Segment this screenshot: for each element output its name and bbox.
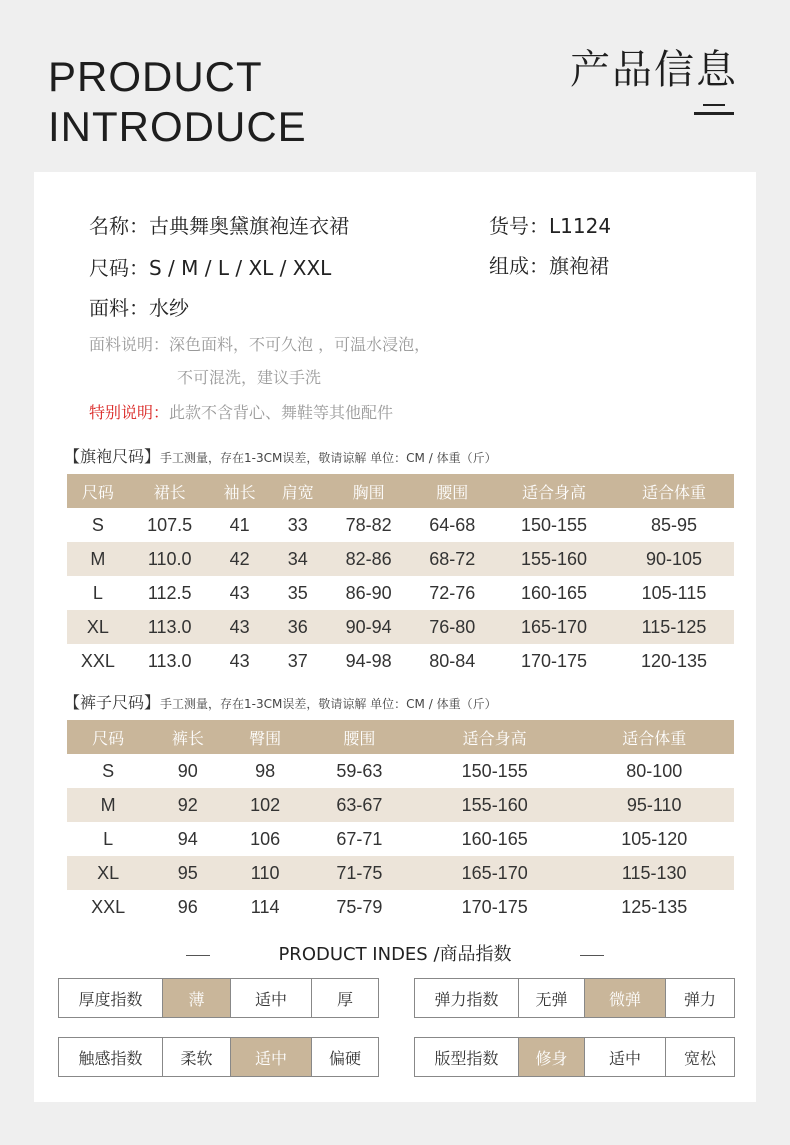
pants-cell: 160-165 [461, 828, 528, 849]
touch-index-label: 触感指数 [59, 1038, 163, 1076]
qipao-cell: 90-94 [327, 610, 411, 644]
qipao-header-cell: 适合身高 [494, 474, 614, 508]
product-indes-title [34, 940, 756, 966]
thickness-index [58, 978, 379, 1018]
pants-cell: 114 [250, 896, 280, 917]
qipao-cell: 78-82 [345, 514, 392, 535]
pants-cell: 115-130 [574, 856, 734, 890]
table-row [67, 856, 734, 890]
pants-cell: 165-170 [415, 856, 575, 890]
thickness-option-selected: 薄 [163, 979, 231, 1017]
pants-header-cell: 适合身高 [415, 720, 575, 754]
pants-cell: 59-63 [336, 760, 383, 781]
qipao-cell: 155-160 [494, 542, 614, 576]
fabric-note-line2: 不可混洗，建议手洗 [177, 368, 322, 387]
special-note [89, 400, 393, 423]
thickness-index-label: 厚度指数 [59, 979, 163, 1017]
qipao-cell: 86-90 [345, 582, 392, 603]
special-note-label: 特别说明： [89, 403, 170, 422]
product-size: 尺码：S / M / L / XL / XXL [89, 256, 332, 280]
pants-table-header-row [67, 720, 734, 754]
pants-header-cell: 裤长 [149, 720, 226, 754]
qipao-cell: 120-135 [640, 650, 708, 671]
qipao-cell: 68-72 [410, 542, 494, 576]
pants-table-subtitle: 手工测量，存在1-3CM误差，敬请谅解 单位：CM / 体重（斤） [160, 697, 497, 711]
elasticity-option: 弹力 [683, 989, 716, 1009]
elasticity-index-label: 弹力指数 [415, 979, 519, 1017]
qipao-cell: 35 [287, 582, 308, 603]
qipao-cell: 33 [287, 514, 308, 535]
pants-cell: L [103, 828, 114, 849]
pants-header-cell: 适合体重 [574, 720, 734, 754]
qipao-cell: 80-84 [429, 650, 476, 671]
pants-cell: 102 [226, 788, 303, 822]
pants-cell: 94 [177, 828, 198, 849]
qipao-cell: 150-155 [520, 514, 588, 535]
qipao-cell: 41 [229, 514, 250, 535]
qipao-cell: S [91, 514, 104, 535]
qipao-header-cell: 尺码 [67, 474, 129, 508]
qipao-cell: 36 [269, 610, 327, 644]
product-item-no: 货号：L1124 [489, 214, 612, 238]
pants-header-cell: 臀围 [226, 720, 303, 754]
fit-option: 宽松 [683, 1048, 716, 1068]
table-row [67, 822, 734, 856]
touch-option: 偏硬 [328, 1048, 361, 1068]
qipao-cell: 85-95 [650, 514, 698, 535]
qipao-header-cell: 适合体重 [614, 474, 734, 508]
product-composition: 组成：旗袍裙 [489, 254, 609, 278]
product-info-panel [34, 172, 756, 1102]
qipao-cell: 76-80 [410, 610, 494, 644]
qipao-table-heading: 【旗袍尺码】 [64, 447, 161, 466]
qipao-header-cell: 裙长 [129, 474, 211, 508]
qipao-cell: 94-98 [345, 650, 392, 671]
qipao-cell: 170-175 [520, 650, 588, 671]
qipao-table-title [64, 444, 497, 467]
pants-cell: 80-100 [626, 760, 683, 781]
qipao-cell: XXL [80, 650, 115, 671]
qipao-cell: 165-170 [494, 610, 614, 644]
fabric-note [89, 332, 430, 355]
table-row [67, 644, 734, 678]
pants-cell: 105-120 [621, 828, 688, 849]
pants-cell: XXL [91, 896, 126, 917]
pants-cell: 98 [255, 760, 276, 781]
pants-cell: 106 [250, 828, 281, 849]
table-row [67, 890, 734, 924]
pants-size-table [67, 720, 734, 924]
table-row [67, 754, 734, 788]
qipao-size-table [67, 474, 734, 678]
pants-cell: 96 [177, 896, 198, 917]
fabric-note-label: 面料说明： [89, 335, 170, 354]
qipao-cell: 160-165 [520, 582, 588, 603]
thickness-option: 适中 [231, 979, 312, 1017]
fit-index [414, 1037, 735, 1077]
qipao-header-cell: 胸围 [327, 474, 411, 508]
header-en-line2: INTRODUCE [48, 103, 307, 150]
fit-option: 适中 [585, 1038, 666, 1076]
elasticity-option-selected: 微弹 [585, 979, 666, 1017]
qipao-cell: 110.0 [129, 542, 211, 576]
pants-cell: 71-75 [304, 856, 415, 890]
qipao-cell: 82-86 [327, 542, 411, 576]
product-name: 名称：古典舞奥黛旗袍连衣裙 [89, 214, 349, 238]
qipao-cell: 34 [269, 542, 327, 576]
pants-header-cell: 尺码 [67, 720, 149, 754]
qipao-cell: M [67, 542, 129, 576]
table-row [67, 610, 734, 644]
qipao-cell: 107.5 [147, 514, 193, 535]
pants-cell: 170-175 [461, 896, 528, 917]
pants-cell: 67-71 [336, 828, 383, 849]
fit-index-label: 版型指数 [415, 1038, 519, 1076]
header-decoration [694, 104, 734, 121]
qipao-cell: 112.5 [147, 582, 192, 603]
pants-cell: 110 [226, 856, 303, 890]
qipao-cell: 43 [229, 582, 250, 603]
qipao-cell: L [92, 582, 103, 603]
touch-option: 柔软 [163, 1038, 231, 1076]
table-row [67, 576, 734, 610]
qipao-cell: 64-68 [429, 514, 476, 535]
pants-cell: 92 [149, 788, 226, 822]
qipao-cell: 115-125 [614, 610, 734, 644]
table-row [67, 508, 734, 542]
pants-cell: 90 [177, 760, 198, 781]
qipao-header-cell: 肩宽 [269, 474, 327, 508]
qipao-cell: 90-105 [614, 542, 734, 576]
qipao-cell: XL [67, 610, 129, 644]
thickness-option: 厚 [336, 989, 353, 1009]
qipao-cell: 43 [229, 650, 250, 671]
pants-cell: 95 [149, 856, 226, 890]
qipao-header-cell: 腰围 [410, 474, 494, 508]
pants-table-title [64, 690, 497, 713]
indes-divider-right [580, 955, 604, 956]
qipao-table-header-row [67, 474, 734, 508]
pants-cell: M [67, 788, 149, 822]
fabric-note-line1: 深色面料，不可久泡 ，可温水浸泡， [169, 335, 431, 354]
qipao-cell: 105-115 [641, 582, 707, 603]
product-fabric: 面料：水纱 [89, 296, 189, 320]
qipao-cell: 113.0 [147, 650, 192, 671]
indes-title-text: PRODUCT INDES /商品指数 [278, 944, 512, 965]
touch-index [58, 1037, 379, 1077]
elasticity-option: 无弹 [519, 979, 585, 1017]
qipao-cell: 72-76 [429, 582, 476, 603]
qipao-cell: 42 [211, 542, 269, 576]
header-en-line1: PRODUCT [48, 53, 263, 100]
table-row [67, 788, 734, 822]
pants-cell: 125-135 [621, 896, 688, 917]
qipao-cell: 113.0 [129, 610, 211, 644]
pants-cell: 95-110 [574, 788, 734, 822]
pants-cell: XL [67, 856, 149, 890]
elasticity-index [414, 978, 735, 1018]
pants-cell: S [102, 760, 115, 781]
pants-cell: 155-160 [415, 788, 575, 822]
pants-cell: 63-67 [304, 788, 415, 822]
special-note-text: 此款不含背心、舞鞋等其他配件 [169, 403, 394, 422]
qipao-cell: 37 [287, 650, 308, 671]
qipao-cell: 43 [211, 610, 269, 644]
table-row [67, 542, 734, 576]
indes-divider-left [186, 955, 210, 956]
fit-option-selected: 修身 [519, 1038, 585, 1076]
qipao-header-cell: 袖长 [211, 474, 269, 508]
pants-cell: 75-79 [336, 896, 383, 917]
pants-table-heading: 【裤子尺码】 [64, 693, 161, 712]
touch-option-selected: 适中 [231, 1038, 312, 1076]
qipao-table-subtitle: 手工测量，存在1-3CM误差，敬请谅解 单位：CM / 体重（斤） [160, 451, 497, 465]
header-english-title [48, 52, 307, 152]
pants-header-cell: 腰围 [304, 720, 415, 754]
header-chinese-title: 产品信息 [570, 47, 738, 93]
pants-cell: 150-155 [461, 760, 528, 781]
